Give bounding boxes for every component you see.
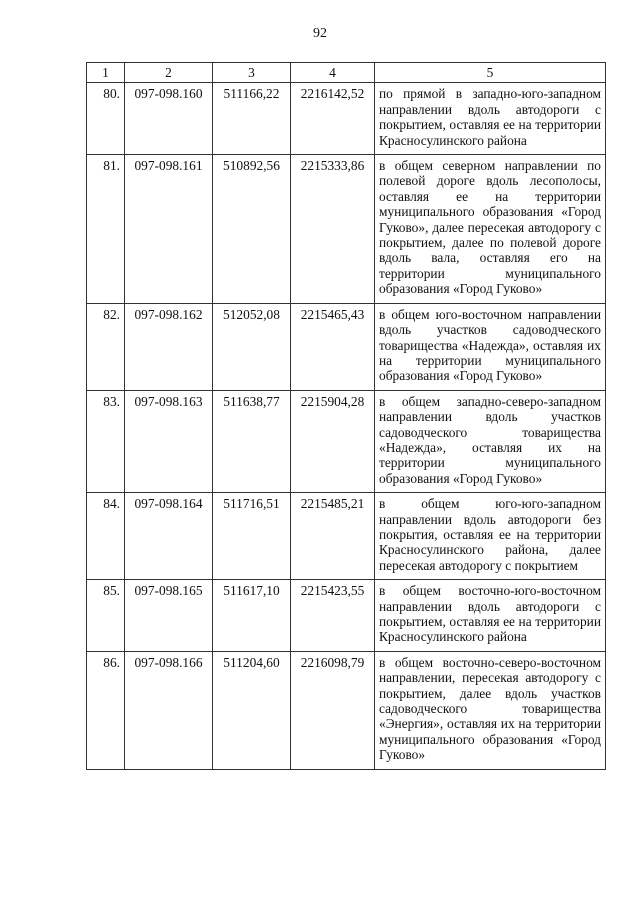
row-number: 82. bbox=[87, 303, 125, 390]
boundary-description: в общем северном направлении по полевой дороге вдоль лесополосы, оставляя ее на территории муниципального образования «Город Гуково», далее пересекая автодорогу с покрытием, далее по полевой дороге вдоль вала, оставляя его на территории муниципального образования «Город Гуково» bbox=[375, 155, 606, 304]
table-row bbox=[87, 651, 606, 769]
table-row bbox=[87, 390, 606, 492]
coordinate-y: 2216098,79 bbox=[291, 651, 375, 769]
boundary-description: в общем юго-восточном направлении вдоль участков садоводческого товарищества «Надежда», оставляя их на территории муниципального образования «Город Гуково» bbox=[375, 303, 606, 390]
row-number: 85. bbox=[87, 580, 125, 652]
column-header: 2 bbox=[125, 63, 213, 83]
coordinate-y: 2215465,43 bbox=[291, 303, 375, 390]
point-id: 097-098.163 bbox=[125, 390, 213, 492]
column-header: 1 bbox=[87, 63, 125, 83]
coordinate-x: 511716,51 bbox=[213, 493, 291, 580]
coordinate-y: 2215423,55 bbox=[291, 580, 375, 652]
boundary-description: по прямой в западно-юго-западном направлении вдоль автодороги с покрытием, оставляя ее на территории Красносулинского района bbox=[375, 83, 606, 155]
boundary-description: в общем восточно-юго-восточном направлении вдоль автодороги с покрытием, оставляя ее на территории Красносулинского района bbox=[375, 580, 606, 652]
column-header: 3 bbox=[213, 63, 291, 83]
point-id: 097-098.160 bbox=[125, 83, 213, 155]
table-row bbox=[87, 303, 606, 390]
coordinate-y: 2215904,28 bbox=[291, 390, 375, 492]
point-id: 097-098.165 bbox=[125, 580, 213, 652]
table-row bbox=[87, 83, 606, 155]
coordinate-x: 510892,56 bbox=[213, 155, 291, 304]
row-number: 83. bbox=[87, 390, 125, 492]
row-number: 86. bbox=[87, 651, 125, 769]
coordinate-x: 511204,60 bbox=[213, 651, 291, 769]
table-row bbox=[87, 155, 606, 304]
row-number: 80. bbox=[87, 83, 125, 155]
page-number: 92 bbox=[313, 26, 327, 41]
column-header: 4 bbox=[291, 63, 375, 83]
point-id: 097-098.164 bbox=[125, 493, 213, 580]
coordinate-y: 2215333,86 bbox=[291, 155, 375, 304]
coordinate-x: 511638,77 bbox=[213, 390, 291, 492]
coordinate-x: 512052,08 bbox=[213, 303, 291, 390]
point-id: 097-098.166 bbox=[125, 651, 213, 769]
boundary-description: в общем юго-юго-западном направлении вдоль автодороги без покрытия, оставляя ее на территории Красносулинского района, далее пересекая автодорогу с покрытием bbox=[375, 493, 606, 580]
boundary-description: в общем западно-северо-западном направлении вдоль участков садоводческого товарищества «Надежда», оставляя их на территории муниципального образования «Город Гуково» bbox=[375, 390, 606, 492]
table-row bbox=[87, 493, 606, 580]
boundary-description: в общем восточно-северо-восточном направлении, пересекая автодорогу с покрытием, далее вдоль участков садоводческого товарищества «Энергия», оставляя их на территории муниципального образования «Город Гуково» bbox=[375, 651, 606, 769]
column-header: 5 bbox=[375, 63, 606, 83]
row-number: 84. bbox=[87, 493, 125, 580]
table-header-row bbox=[87, 63, 606, 83]
row-number: 81. bbox=[87, 155, 125, 304]
coordinate-y: 2215485,21 bbox=[291, 493, 375, 580]
point-id: 097-098.161 bbox=[125, 155, 213, 304]
coordinate-x: 511617,10 bbox=[213, 580, 291, 652]
table-row bbox=[87, 580, 606, 652]
coordinate-y: 2216142,52 bbox=[291, 83, 375, 155]
point-id: 097-098.162 bbox=[125, 303, 213, 390]
boundary-points-table bbox=[86, 62, 606, 770]
coordinate-x: 511166,22 bbox=[213, 83, 291, 155]
